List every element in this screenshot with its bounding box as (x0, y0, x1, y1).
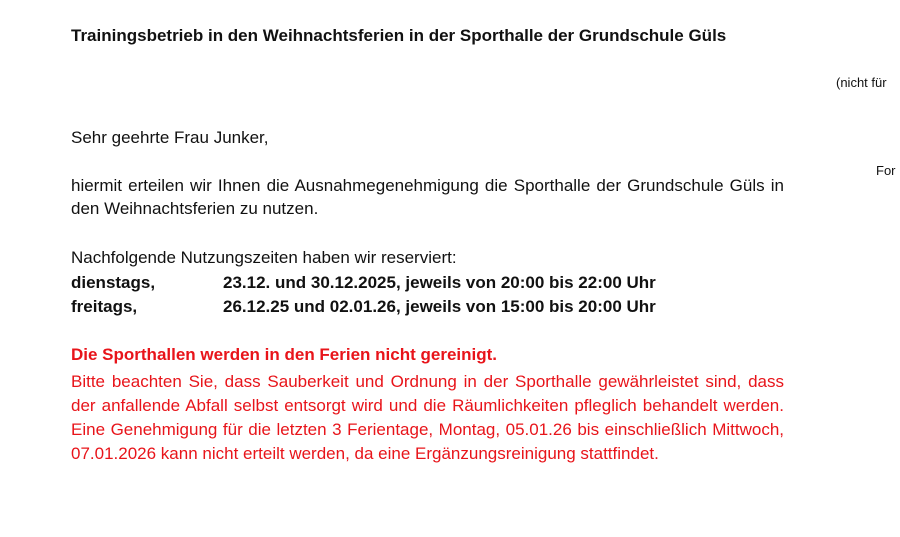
letter-subject: Trainingsbetrieb in den Weihnachtsferien in der Sporthalle der Grundschule Güls (71, 26, 727, 45)
side-text-fragment: For (876, 163, 896, 178)
cleaning-notice-heading: Die Sporthallen werden in den Ferien nicht gereinigt. (71, 345, 498, 364)
letter-salutation: Sehr geehrte Frau Junker, (71, 128, 269, 147)
letter-intro: hiermit erteilen wir Ihnen die Ausnahmegenehmigung die Sporthalle der Grundschule Güls in den Weihnachtsferien zu nutzen. (71, 176, 784, 218)
schedule-details: 23.12. und 30.12.2025, jeweils von 20:00 bis 22:00 Uhr (223, 273, 656, 292)
schedule-details: 26.12.25 und 02.01.26, jeweils von 15:00 bis 20:00 Uhr (223, 297, 656, 316)
reserved-times-intro: Nachfolgende Nutzungszeiten haben wir reserviert: (71, 248, 457, 267)
cleaning-notice-body: Bitte beachten Sie, dass Sauberkeit und Ordnung in der Sporthalle gewährleistet sind, dass der anfallende Abfall selbst entsorgt wird und die Räumlichkeiten pfleglich behandelt werden. Eine Genehmigung für die letzten 3 Ferientage, Montag, 05.01.26 bis einschließlich Mittwoch, 07.01.2026 kann nicht erteilt werden, da eine Ergänzungsreinigung stattfindet. (71, 372, 784, 463)
letter-body (71, 24, 784, 463)
schedule-row (71, 295, 784, 319)
reserved-times-list (71, 271, 784, 319)
schedule-day: dienstags, (71, 273, 156, 292)
schedule-day: freitags, (71, 297, 138, 316)
side-note-fragment: (nicht für (836, 75, 887, 90)
schedule-row (71, 271, 784, 295)
